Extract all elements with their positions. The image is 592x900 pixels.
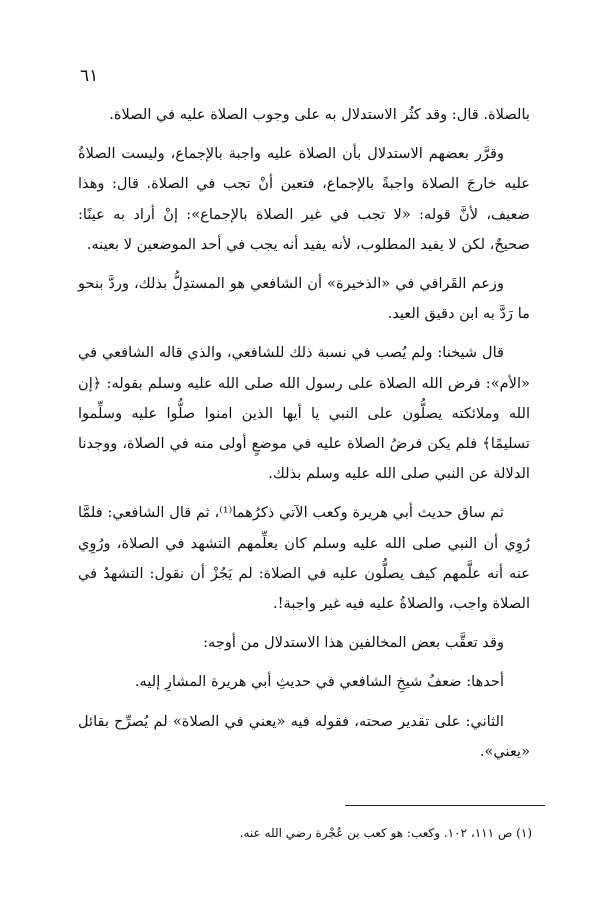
paragraph-qarafi: وزعم القَرافي في «الذخيرة» أن الشافعي هو المستدِلُّ بذلك، وردَّ بنحو ما رَدَّ به ابن دقيق العيد. (78, 275, 530, 323)
main-text (78, 100, 530, 776)
footnote-divider (345, 805, 545, 806)
paragraph-objection-two: الثاني: على تقدير صحته، فقوله فيه «يعني في الصلاة» لم يُصرِّح بقائل «يعني». (78, 712, 530, 760)
paragraph-hadith-abu-hurayra: ثم ساق حديث أبي هريرة وكعب الآتي ذكرُهما⁽¹⁾، ثم قال الشافعي: فلمَّا رُوِي أن النبي صلى الله عليه وسلم كان يعلِّمهم التشهد في الصلاة، ورُوِي عنه أنه علَّمهم كيف يصلُّون عليه في الصلاة: لم يَجُزْ أن نقول: التشهدُ في الصلاة واجب، والصلاةُ عليه فيه غير واجبة!. (78, 504, 530, 613)
paragraph-shaykh-al-umm: قال شيخنا: ولم يُصب في نسبة ذلك للشافعي، والذي قاله الشافعي في «الأم»: فرض الله الصلاة على رسول الله صلى الله عليه وسلم بقوله: ﴿إن الله وملائكته يصلُّون على النبي يا أيها الذين امنوا صلُّوا عليه وسلِّموا تسليمًا﴾ فلم يكن فرضُ الصلاة عليه في موضعٍ أولى منه في الصلاة، ووجدنا الدلالة عن النبي صلى الله عليه وسلم بذلك. (78, 344, 530, 483)
paragraph-ijma-argument: وقرَّر بعضهم الاستدلال بأن الصلاة عليه واجبة بالإجماع، وليست الصلاةُ عليه خارجَ الصلاة واجبةً بالإجماع، فتعين أنْ تجب في الصلاة. قال: وهذا ضعيف، لأنَّ قوله: «لا تجب في غير الصلاة بالإجماع»: إنْ أراد به عينًا: صحيحٌ، لكن لا يفيد المطلوب، لأنه يفيد أنه يجب في أحد الموضعين لا بعينه. (78, 145, 530, 253)
footnote: (١) ص ١١١، ١٠٢. وكعب: هو كعب بن عُجْرة رضي الله عنه. (239, 826, 532, 840)
paragraph-objections-intro: وقد تعقَّب بعض المخالفين هذا الاستدلال من أوجه: (203, 634, 504, 652)
page-number: ٦١ (80, 66, 99, 86)
paragraph-objection-one: أحدها: ضعفُ شيخِ الشافعي في حديثِ أبي هريرة المشارِ إليه. (134, 673, 504, 691)
paragraph-continuation: بالصلاة. قال: وقد كثُر الاستدلال به على وجوب الصلاة عليه في الصلاة. (109, 106, 530, 123)
